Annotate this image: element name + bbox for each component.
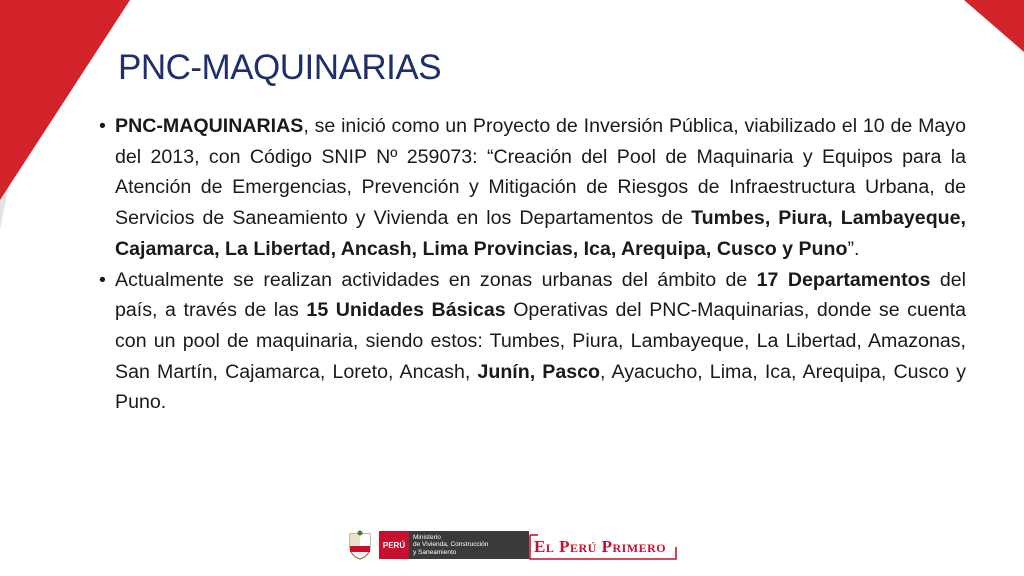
bullet-2-segment-7: , Ayacucho, Lima, Ica, Arequipa, Cusco y Puno. [115, 360, 966, 414]
ministry-line-3: y Saneamiento [413, 548, 457, 556]
bullet-1-segment-1: PNC-MAQUINARIAS [115, 115, 304, 137]
bullet-2-segment-2: 17 Departamentos [756, 268, 931, 291]
ministry-line-2: de Vivienda, Construcción [413, 541, 489, 549]
bullet-1-segment-4: ”. [847, 237, 860, 260]
bullet-list [96, 111, 966, 418]
bullet-item-1 [96, 111, 966, 265]
right-corner-decoration [964, 0, 1024, 60]
ministry-name-box [409, 531, 529, 559]
bullet-dot: • [99, 268, 106, 291]
slide-title: PNC-MAQUINARIAS [118, 48, 442, 87]
red-corner-triangle [964, 0, 1024, 52]
peru-primero-logo [528, 533, 678, 561]
bullet-2-segment-1: Actualmente se realizan actividades en zonas urbanas del ámbito de [115, 268, 757, 291]
peru-label-box [379, 531, 409, 559]
bullet-2-segment-6: Junín, Pasco [477, 360, 601, 383]
slogan-text: El Perú Primero [534, 537, 667, 556]
bullet-item-2 [96, 265, 966, 419]
bullet-dot: • [99, 115, 106, 137]
bullet-2-segment-4: 15 Unidades Básicas [306, 299, 506, 322]
bullet-2-segment-3: del país, a través de las [115, 268, 966, 322]
bullet-1-segment-3: Tumbes, Piura, Lambayeque, Cajamarca, La Libertad, Ancash, Lima Provincias, Ica, Arequipa, Cusco y Puno [115, 207, 966, 260]
ministry-logo [347, 530, 529, 560]
bullet-1-segment-2: , se inició como un Proyecto de Inversión Pública, viabilizado el 10 de Mayo del 2013, con Código SNIP Nº 259073: “Creación del Pool de Maquinaria y Equipos para la Atención de Emergencias, Prevención y Mitigación de Riesgos de Infraestructura Urbana, de Servicios de Saneamiento y Vivienda en los Departamentos de [115, 115, 966, 230]
peru-label: PERÚ [382, 540, 406, 550]
ministry-line-1: Ministerio [413, 533, 441, 541]
bullet-2-segment-5: Operativas del PNC-Maquinarias, donde se cuenta con un pool de maquinaria, siendo estos: Tumbes, Piura, Lambayeque, La Libertad, Amazonas, San Martín, Cajamarca, Loreto, Ancash, [115, 299, 967, 383]
coat-of-arms-icon [347, 530, 373, 560]
